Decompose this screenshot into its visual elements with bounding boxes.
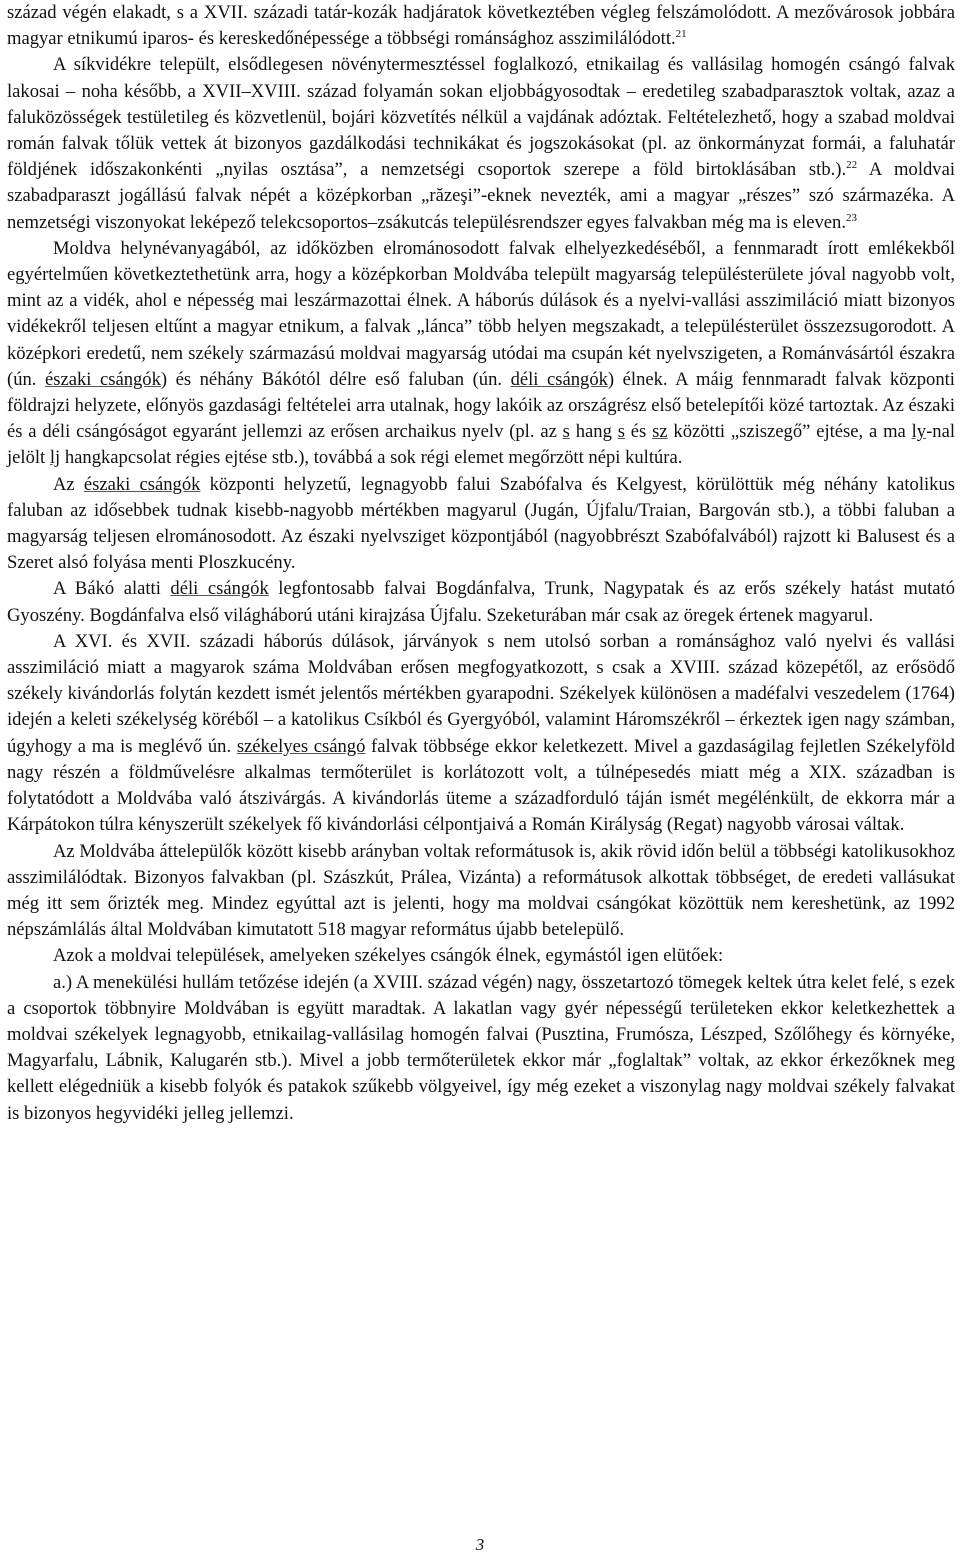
text-run: A síkvidékre települt, elsődlegesen növénytermesztéssel foglalkozó, etnikailag és vallásilag homogén csángó falvak lakosai – noha később, a XVII–XVIII. század folyamán sokan eljobbágyosodtak – eredetileg szabadparasztok voltak, azaz a faluközösségek testületileg és közvetlenül, bojári közvetítés nélkül a vajdának adóztak. Feltételezhető, hogy a szabad moldvai román falvak tőlük vettek át bizonyos gazdálkodási technikákat és jogszokásokat (pl. az önkormányzat formái, a faluhatár földjének időszakonkénti „nyilas osztása”, a nemzetségi csoportok szerepe a föld birtoklásában stb.). — [7, 54, 955, 181]
underlined-term: déli csángók — [510, 368, 608, 390]
paragraph-csango-villages — [7, 52, 955, 235]
footnote-ref: 22 — [846, 159, 858, 172]
text-run: Moldva helynévanyagából, az időközben elrománosodott falvak elhelyezkedéséből, a fennmaradt írott emlékekből egyértelműen következtethetünk arra, hogy a középkorban Moldvába települt magyarság településterülete jóval nagyobb volt, mint az a vidék, ahol e népesség mai leszármazottai élnek. A háborús dúlások és a nyelvi-vallási asszimiláció miatt bizonyos vidékekről teljesen eltűnt a magyar etnikum, a falvak „lánca” több helyen megszakadt, a településterület összezsugorodott. A középkori eredetű, nem székely származású moldvai magyarság utódai ma csupán két nyelvszigeten, a Románvásártól északra (ún. — [7, 237, 955, 390]
page-number: 3 — [475, 1535, 485, 1554]
underlined-term: északi csángók — [83, 473, 201, 495]
text-run: hang — [569, 421, 618, 443]
footnote-ref: 23 — [845, 211, 857, 224]
text-run: A Bákó alatti — [53, 578, 171, 600]
text-run: Azok a moldvai települések, amelyeken székelyes csángók élnek, egymástól igen elütőek: — [53, 945, 724, 967]
text-run: A XVI. és XVII. századi háborús dúlások, járványok s nem utolsó sorban a románsághoz való nyelvi és vallási asszimiláció miatt a magyarok száma Moldvában erősen megfogyatkozott, s csak a XVIII. század közepétől, az erősödő székely kivándorlás folytán kezdett ismét jelentős mértékben gyarapodni. Székelyek különösen a madéfalvi veszedelem (1764) idején a keleti székelység köréből – a katolikus Csíkból és Gyergyóból, valamint Háromszékről – érkeztek igen nagy számban, úgyhogy a ma is meglévő ún. — [7, 630, 955, 757]
paragraph-list-item-a — [7, 970, 955, 1127]
underlined-term: sz — [652, 421, 668, 443]
text-run: központi helyzetű, legnagyobb falui Szabófalva és Kelgyest, körülöttük még néhány katolikus faluban az idősebbek tudnak kisebb-nagyobb mértékben magyarul (Jugán, Újfalu/Traian, Bargován stb.), a többi faluban a magyarság teljesen elrománosodott. Az északi nyelvsziget központjából (nagyobbrészt Szabófalvából) rajzott ki Balusest és a Szeret alsó folyása menti Ploszkucény. — [7, 473, 955, 574]
underlined-term: északi csángók — [44, 368, 161, 390]
underlined-term: s — [617, 421, 625, 443]
text-run: ) és néhány Bákótól délre eső faluban (ún. — [160, 368, 511, 390]
underlined-term: s — [562, 421, 570, 443]
text-run: hangkapcsolat régies ejtése stb.), továbbá a sok régi elemet megőrzött népi kultúra. — [60, 447, 683, 469]
underlined-term: ly — [911, 421, 927, 443]
underlined-term: déli csángók — [170, 578, 269, 600]
text-run: falvak többsége ekkor keletkezett. Mivel a gazdaságilag fejletlen Székelyföld nagy részén a földművelésre alkalmas termőterület is korlátozott volt, a túlnépesedés miatt még a XIX. században is folytatódott a Moldvába való átszivárgás. A kivándorlás üteme a századforduló táján ismét megélénkült, de ekkorra már a Kárpátokon túlra kényszerült székelyek fő kivándorlási célpontjaivá a Román Királyság (Regat) nagyobb városai váltak. — [7, 735, 955, 836]
paragraph-southern-csango — [7, 576, 955, 628]
text-run: Az — [53, 473, 84, 495]
text-run: század végén elakadt, s a XVII. századi tatár-kozák hadjáratok következtében végleg felszámolódott. A mezővárosok jobbára magyar etnikumú iparos- és kereskedőnépessége a többségi románsághoz asszimilálódott. — [7, 2, 955, 50]
text-run: -nal jelölt — [7, 421, 955, 469]
text-run: legfontosabb falvai Bogdánfalva, Trunk, Nagypatak és az erős székely hatást mutató Gyoszény. Bogdánfalva első világháború utáni kirajzása Újfalu. Szeketurában már csak az öregek értenek magyarul. — [7, 578, 955, 626]
document-page — [7, 0, 955, 1127]
paragraph-settlements-intro — [7, 943, 955, 969]
paragraph-place-names — [7, 236, 955, 472]
text-run: ) élnek. A máig fennmaradt falvak központi földrajzi helyzete, előnyös gazdasági feltételei arra utalnak, hogy lakóik az országrész első betelepítői közé tartoztak. Az északi és a déli csángóságot egyaránt jellemzi az erősen archaikus nyelv (pl. az — [7, 368, 955, 443]
paragraph-szekely-migration — [7, 629, 955, 839]
text-run: és — [624, 421, 653, 443]
text-run: A moldvai szabadparaszt jogállású falvak népét a középkorban „răzeşi”-eknek nevezték, ami a magyar „részes” szó származéka. A nemzetségi viszonyokat leképező telekcsoportos–zsákutcás településrendszer egyes falvakban még ma is eleven. — [7, 159, 955, 233]
footnote-ref: 21 — [675, 28, 687, 41]
text-run: közötti „sziszegő” ejtése, a ma — [667, 421, 912, 443]
underlined-term: lj — [49, 447, 61, 469]
paragraph-reformed — [7, 839, 955, 944]
underlined-term: székelyes csángó — [236, 735, 366, 757]
text-run: a.) A menekülési hullám tetőzése idején (a XVIII. század végén) nagy, összetartozó tömegek keltek útra kelet felé, s ezek a csoportok többnyire Moldvában is együtt maradtak. A lakatlan vagy gyér népességű területeken ekkor keletkezhettek a moldvai székelyek legnagyobb, etnikailag-vallásilag homogén falvai (Pusztina, Frumósza, Lészped, Szőlőhegy és környéke, Magyarfalu, Lábnik, Kalugarén stb.). Mivel a jobb termőterületek ekkor már „foglaltak” voltak, az ekkor érkezőknek meg kellett elégedniük a kisebb folyók és patakok szűkebb völgyeivel, így még ezeket a viszonylag nagy moldvai székely falvakat is bizonyos hegyvidéki jelleg jellemzi. — [7, 971, 955, 1124]
text-run: Az Moldvába áttelepülők között kisebb arányban voltak reformátusok is, akik rövid időn belül a többségi katolikusokhoz asszimilálódtak. Bizonyos falvakban (pl. Szászkút, Prálea, Vizánta) a reformátusok alkottak többséget, de eredeti vallásukat még itt sem őrizték meg. Mindez egyúttal azt is jelenti, hogy ma moldvai csángókat közöttük nem kereshetünk, az 1992 népszámlálás által Moldvában kimutatott 518 magyar református újabb betelepülő. — [7, 840, 955, 941]
paragraph-continuation — [7, 0, 955, 52]
paragraph-northern-csango — [7, 472, 955, 577]
